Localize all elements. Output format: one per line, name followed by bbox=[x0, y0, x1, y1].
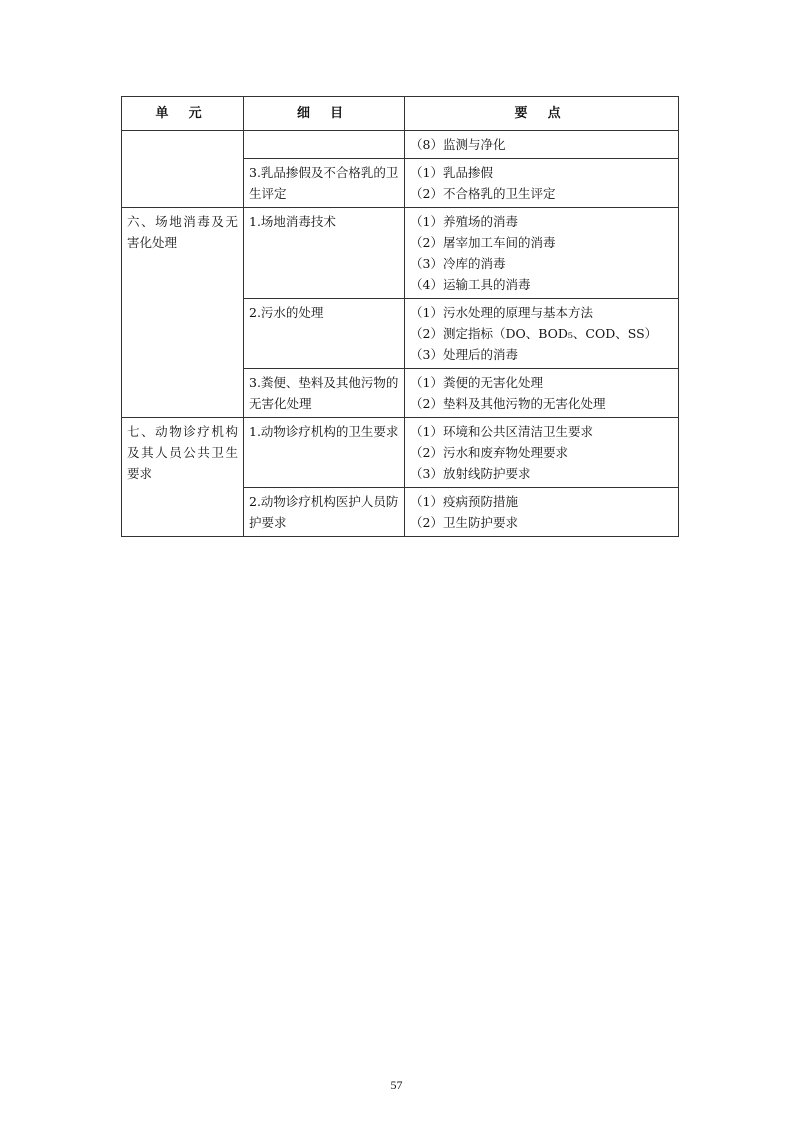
point-item: （2）不合格乳的卫生评定 bbox=[410, 186, 556, 201]
detail-cell: 3.乳品掺假及不合格乳的卫生评定 bbox=[244, 159, 405, 208]
table-row bbox=[122, 418, 679, 488]
detail-cell: 1.动物诊疗机构的卫生要求 bbox=[244, 418, 405, 488]
table-header-row bbox=[122, 97, 679, 131]
header-unit: 单 元 bbox=[122, 97, 244, 131]
points-cell bbox=[405, 159, 679, 208]
points-cell bbox=[405, 369, 679, 418]
point-item: （3）冷库的消毒 bbox=[410, 256, 506, 271]
unit-cell: 七、动物诊疗机构及其人员公共卫生要求 bbox=[122, 418, 244, 537]
points-cell bbox=[405, 418, 679, 488]
unit-cell bbox=[122, 131, 244, 208]
point-item: （1）养殖场的消毒 bbox=[410, 214, 518, 229]
point-item: （1）乳品掺假 bbox=[410, 165, 493, 180]
detail-cell: 3.粪便、垫料及其他污物的无害化处理 bbox=[244, 369, 405, 418]
page-number: 57 bbox=[390, 1078, 403, 1092]
point-item: （1）环境和公共区清洁卫生要求 bbox=[410, 424, 593, 439]
detail-cell: 1.场地消毒技术 bbox=[244, 208, 405, 299]
unit-cell: 六、场地消毒及无害化处理 bbox=[122, 208, 244, 418]
detail-cell: 2.动物诊疗机构医护人员防护要求 bbox=[244, 488, 405, 537]
syllabus-table bbox=[121, 96, 679, 537]
point-item: （3）处理后的消毒 bbox=[410, 347, 518, 362]
table-row bbox=[122, 131, 679, 159]
detail-cell bbox=[244, 131, 405, 159]
point-item: （1）污水处理的原理与基本方法 bbox=[410, 305, 593, 320]
point-item: （2）屠宰加工车间的消毒 bbox=[410, 235, 556, 250]
point-item: （3）放射线防护要求 bbox=[410, 466, 531, 481]
point-item: （2）卫生防护要求 bbox=[410, 515, 518, 530]
detail-cell: 2.污水的处理 bbox=[244, 299, 405, 369]
point-item: （4）运输工具的消毒 bbox=[410, 277, 531, 292]
points-cell bbox=[405, 488, 679, 537]
header-detail: 细 目 bbox=[244, 97, 405, 131]
point-item: （2）垫料及其他污物的无害化处理 bbox=[410, 396, 606, 411]
header-points: 要 点 bbox=[405, 97, 679, 131]
point-item: （2）污水和废弃物处理要求 bbox=[410, 445, 568, 460]
point-item: （1）疫病预防措施 bbox=[410, 494, 518, 509]
points-cell bbox=[405, 208, 679, 299]
table-row bbox=[122, 208, 679, 299]
point-item: （8）监测与净化 bbox=[410, 137, 506, 152]
point-item: （1）粪便的无害化处理 bbox=[410, 375, 543, 390]
point-item: （2）测定指标（DO、BOD₅、COD、SS） bbox=[410, 326, 658, 341]
points-cell bbox=[405, 131, 679, 159]
points-cell bbox=[405, 299, 679, 369]
